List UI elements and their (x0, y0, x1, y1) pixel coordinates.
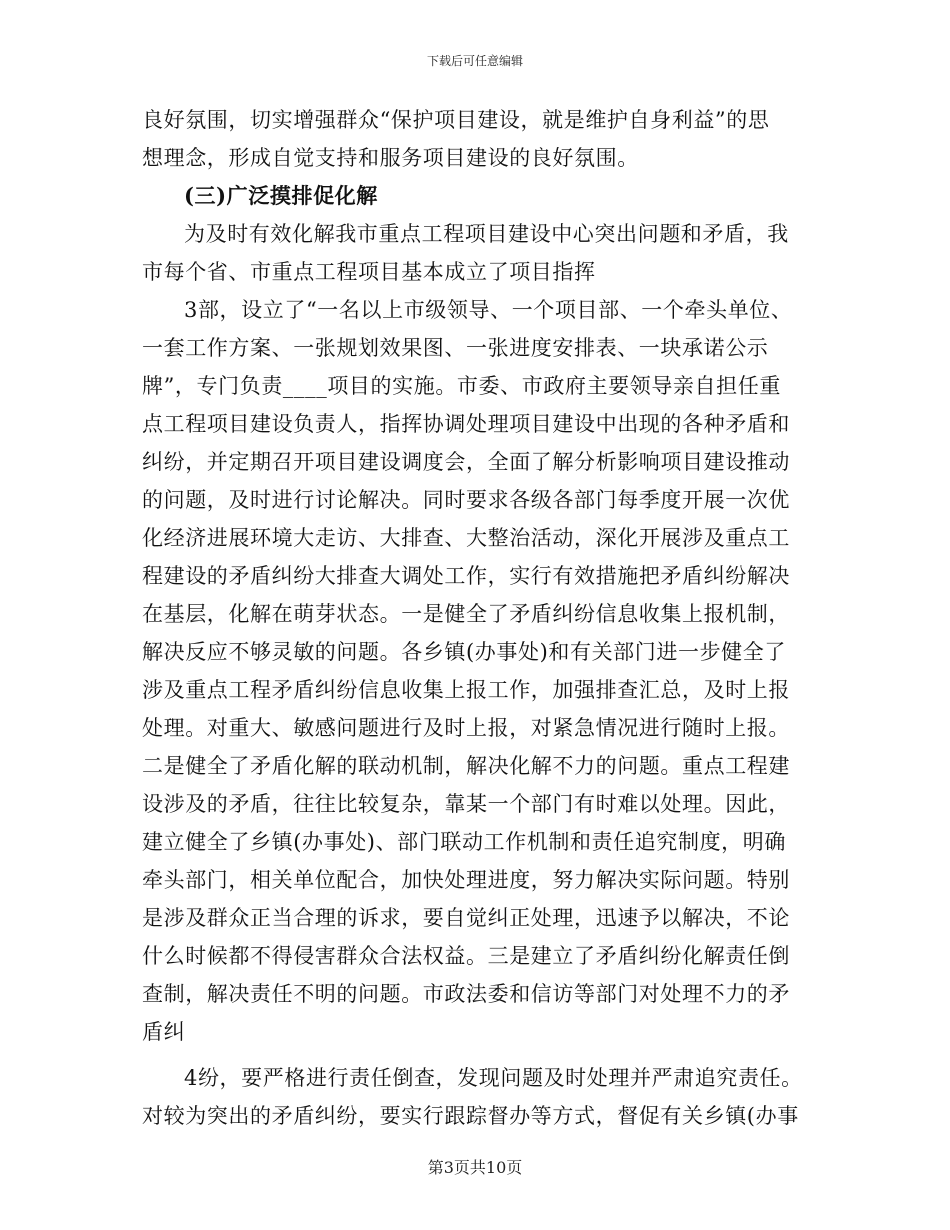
paragraph-line: 一套工作方案、一张规划效果图、一张进度安排表、一块承诺公示 (142, 336, 769, 360)
paragraph-line: 良好氛围，切实增强群众“保护项目建设，就是维护自身利益”的思 (142, 108, 770, 132)
paragraph-line: 在基层，化解在萌芽状态。一是健全了矛盾纠纷信息收集上报机制， (142, 602, 790, 626)
page-footer: 第3页共10页 (427, 1158, 523, 1177)
paragraph-line: 查制，解决责任不明的问题。市政法委和信访等部门对处理不力的矛 (142, 982, 790, 1006)
section-heading: (三)广泛摸排促化解 (184, 183, 378, 208)
paragraph-line: 纠纷，并定期召开项目建设调度会，全面了解分析影响项目建设推动 (142, 450, 790, 474)
paragraph-line: 盾纠 (142, 1020, 186, 1044)
paragraph-line: 解决反应不够灵敏的问题。各乡镇(办事处)和有关部门进一步健全了 (142, 640, 786, 664)
paragraph-gap (142, 1051, 814, 1059)
paragraph-line: 牵头部门，相关单位配合，加快处理进度，努力解决实际问题。特别 (142, 868, 790, 892)
paragraph-line: 对较为突出的矛盾纠纷，要实行跟踪督办等方式，督促有关乡镇(办事 (142, 1104, 799, 1128)
paragraph-line: 点工程项目建设负责人，指挥协调处理项目建设中出现的各种矛盾和 (142, 412, 790, 436)
paragraph-line: 涉及重点工程矛盾纠纷信息收集上报工作，加强排查汇总，及时上报 (142, 678, 790, 702)
paragraph-line: 处理。对重大、敏感问题进行及时上报，对紧急情况进行随时上报。 (142, 716, 790, 740)
paragraph-line: 是涉及群众正当合理的诉求，要自觉纠正处理，迅速予以解决，不论 (142, 906, 790, 930)
page-header: 下载后可任意编辑 (426, 54, 523, 68)
paragraph-line: 化经济进展环境大走访、大排查、大整治活动，深化开展涉及重点工 (142, 526, 790, 550)
document-body (142, 101, 814, 1135)
paragraph-line: 牌”，专门负责____项目的实施。市委、市政府主要领导亲自担任重 (142, 374, 781, 398)
paragraph-line: 市每个省、市重点工程项目基本成立了项目指挥 (142, 260, 596, 284)
paragraph-line: 建立健全了乡镇(办事处)、部门联动工作机制和责任追究制度，明确 (142, 830, 786, 854)
paragraph-line: 程建设的矛盾纠纷大排查大调处工作，实行有效措施把矛盾纠纷解决 (142, 564, 790, 588)
paragraph-line: 的问题，及时进行讨论解决。同时要求各级各部门每季度开展一次优 (142, 488, 790, 512)
paragraph-line: 想理念，形成自觉支持和服务项目建设的良好氛围。 (142, 146, 639, 170)
paragraph-line: 什么时候都不得侵害群众合法权益。三是建立了矛盾纠纷化解责任倒 (142, 944, 790, 968)
paragraph-line: 4纷，要严格进行责任倒查，发现问题及时处理并严肃追究责任。 (184, 1066, 803, 1090)
paragraph-line: 为及时有效化解我市重点工程项目建设中心突出问题和矛盾，我 (184, 222, 789, 246)
paragraph-line: 3部，设立了“一名以上市级领导、一个项目部、一个牵头单位、 (184, 298, 793, 322)
paragraph-line: 二是健全了矛盾化解的联动机制，解决化解不力的问题。重点工程建 (142, 754, 790, 778)
paragraph-line: 设涉及的矛盾，往往比较复杂，靠某一个部门有时难以处理。因此， (142, 792, 790, 816)
